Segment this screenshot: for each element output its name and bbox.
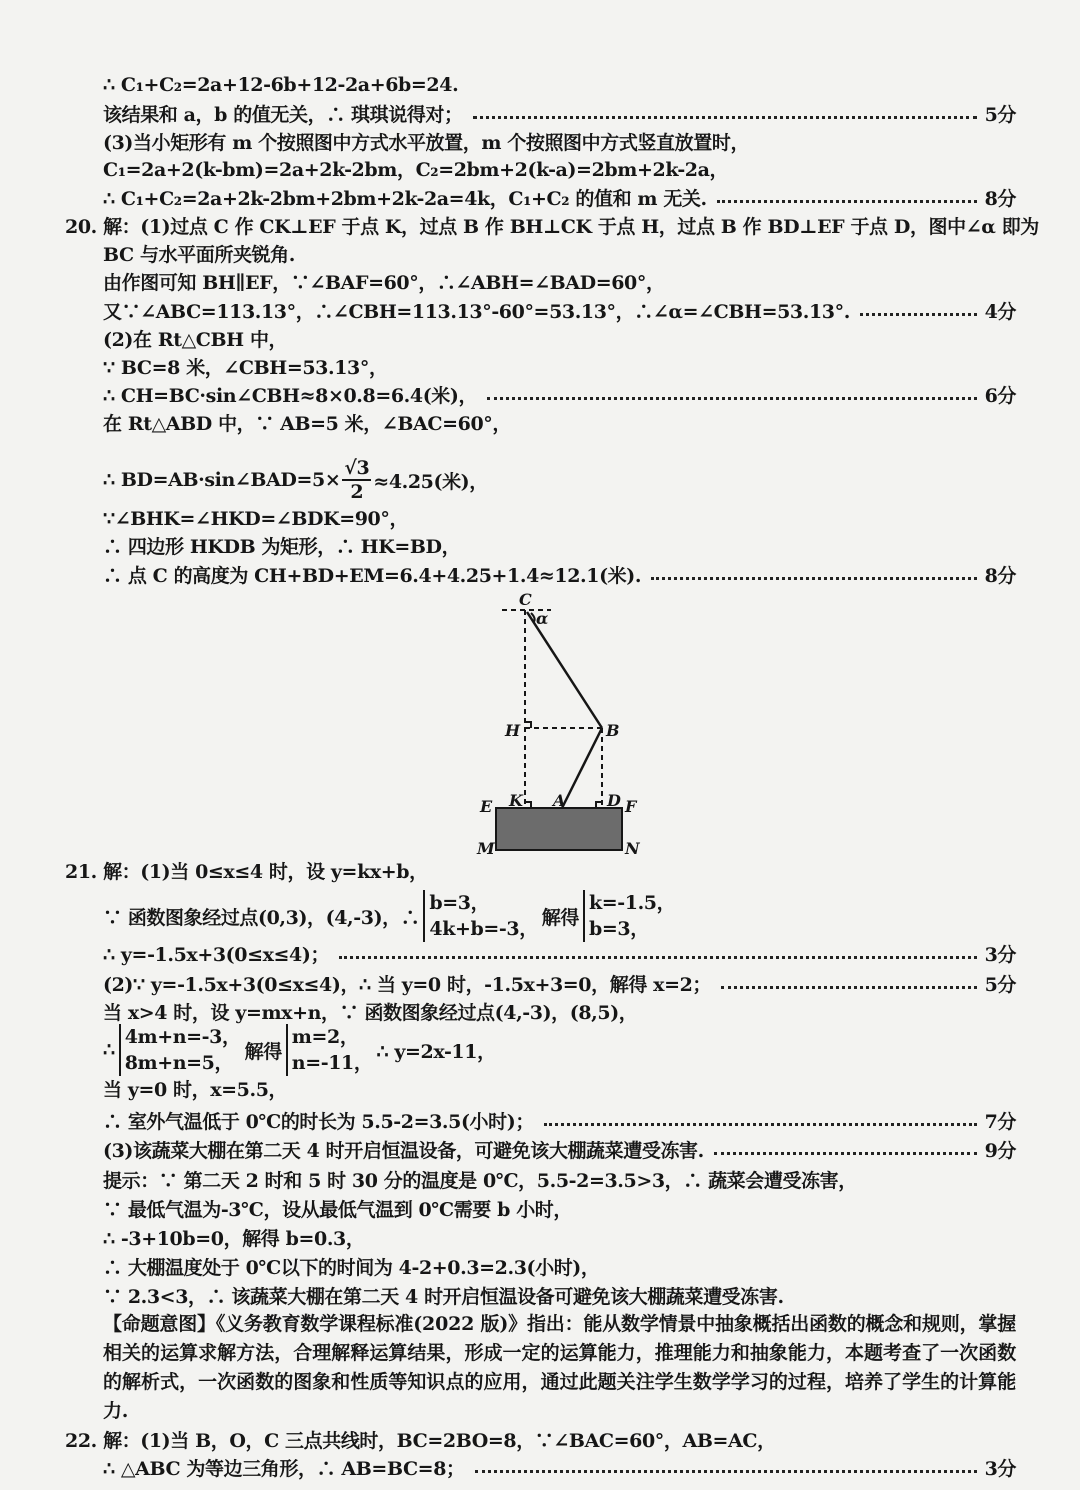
equation: 4m+n=-3， xyxy=(124,1026,241,1048)
label-n: N xyxy=(625,839,640,858)
label-c: C xyxy=(519,590,532,609)
line-text: 当 y=0 时，x=5.5， xyxy=(103,1078,288,1101)
label-f: F xyxy=(625,797,637,816)
ab-segment xyxy=(562,728,602,808)
base-rectangle xyxy=(496,808,622,850)
equation: b=3， xyxy=(429,892,490,914)
system-result: ∴ y=2x-11， xyxy=(376,1040,496,1063)
equation: 4k+b=-3， xyxy=(429,918,538,940)
label-k: K xyxy=(509,791,523,810)
system-prefix: ∴ xyxy=(103,1039,115,1061)
line-text: ∵∠BHK=∠HKD=∠BDK=90°， xyxy=(103,507,409,530)
label-d: D xyxy=(607,791,621,810)
score-label: 3分 xyxy=(984,1457,1016,1480)
score-label: 8分 xyxy=(984,187,1016,210)
solution: b=3， xyxy=(589,918,649,940)
line-text: ∴ C₁+C₂=2a+2k-2bm+2bm+2k-2a=4k，C₁+C₂ 的值和 m 无关. xyxy=(103,187,707,210)
line-text: 22. 解：(1)当 B，O，C 三点共线时，BC=2BO=8，∵∠BAC=60°，AB=AC， xyxy=(65,1429,776,1452)
line-text: BC 与水平面所夹锐角. xyxy=(103,243,295,266)
label-b: B xyxy=(606,721,620,740)
solution: m=2， xyxy=(291,1026,359,1048)
label-m: M xyxy=(477,839,495,858)
line-text: ∴ C₁+C₂=2a+12-6b+12-2a+6b=24. xyxy=(103,74,459,96)
equation: 8m+n=5， xyxy=(124,1052,234,1074)
line-text: ∴ -3+10b=0，解得 b=0.3， xyxy=(103,1227,365,1250)
line-text: (2)在 Rt△CBH 中， xyxy=(103,328,288,351)
score-label: 5分 xyxy=(984,103,1016,126)
line-text: ∴ y=-1.5x+3(0≤x≤4)； xyxy=(103,943,330,966)
score-label: 7分 xyxy=(984,1110,1016,1133)
line-text: C₁=2a+2(k-bm)=2a+2k-2bm，C₂=2bm+2(k-a)=2bm+2k-2a， xyxy=(103,158,729,181)
label-alpha: α xyxy=(536,609,549,628)
line-text: 提示：∵ 第二天 2 时和 5 时 30 分的温度是 0℃，5.5-2=3.5>3，∴ 蔬菜会遭受冻害， xyxy=(103,1169,857,1192)
line-text: 在 Rt△ABD 中，∵ AB=5 米，∠BAC=60°， xyxy=(103,412,511,435)
score-label: 8分 xyxy=(984,564,1016,587)
line-text: ∵ 2.3<3，∴ 该蔬菜大棚在第二天 4 时开启恒温设备可避免该大棚蔬菜遭受冻害. xyxy=(103,1285,784,1308)
solution: k=-1.5， xyxy=(589,892,676,914)
label-h: H xyxy=(505,721,521,740)
line-text: ∵ 最低气温为-3℃，设从最低气温到 0℃需要 b 小时， xyxy=(103,1198,573,1221)
line-text: ∴ 点 C 的高度为 CH+BD+EM=6.4+4.25+1.4≈12.1(米). xyxy=(103,564,642,587)
score-label: 3分 xyxy=(984,943,1016,966)
score-label: 4分 xyxy=(984,300,1016,323)
line-text: (3)当小矩形有 m 个按照图中方式水平放置，m 个按照图中方式竖直放置时， xyxy=(103,131,750,154)
line-text: ∴ 大棚温度处于 0℃以下的时间为 4-2+0.3=2.3(小时)， xyxy=(103,1256,600,1279)
score-label: 9分 xyxy=(984,1139,1016,1162)
line-text: 当 x>4 时，设 y=mx+n，∵ 函数图象经过点(4,-3)，(8,5)， xyxy=(103,1001,638,1024)
line-text: 20. 解：(1)过点 C 作 CK⊥EF 于点 K，过点 B 作 BH⊥CK 于点 H，过点 B 作 BD⊥EF 于点 D，图中∠α 即为 xyxy=(65,215,1039,238)
line-text: 21. 解：(1)当 0≤x≤4 时，设 y=kx+b， xyxy=(65,860,428,883)
score-label: 6分 xyxy=(984,384,1016,407)
line-text: 由作图可知 BH∥EF，∵∠BAF=60°，∴∠ABH=∠BAD=60°， xyxy=(103,271,665,294)
line-text: ∴ △ABC 为等边三角形，∴ AB=BC=8； xyxy=(103,1457,465,1480)
solve-label: 解得 xyxy=(244,1040,282,1063)
line-text: (2)∵ y=-1.5x+3(0≤x≤4)，∴ 当 y=0 时，-1.5x+3=0，解得 x=2； xyxy=(103,973,712,996)
label-a: A xyxy=(553,791,566,810)
bd-prefix: ∴ BD=AB·sin∠BAD=5× xyxy=(103,469,341,491)
label-e: E xyxy=(480,797,493,816)
line-text: (3)该蔬菜大棚在第二天 4 时开启恒温设备，可避免该大棚蔬菜遭受冻害. xyxy=(103,1139,704,1162)
bc-segment xyxy=(527,612,602,728)
solve-label: 解得 xyxy=(541,906,579,929)
line-text: 又∵∠ABC=113.13°，∴∠CBH=113.13°-60°=53.13°，∴∠α=∠CBH=53.13°. xyxy=(103,300,850,323)
line-text: ∵ BC=8 米，∠CBH=53.13°， xyxy=(103,356,388,379)
system-prefix: ∵ 函数图象经过点(0,3)，(4,-3)，∴ xyxy=(103,906,420,929)
bd-suffix: ≈4.25(米)， xyxy=(373,470,488,493)
line-text: ∴ CH=BC·sin∠CBH≈8×0.8=6.4(米)， xyxy=(103,384,478,407)
solution: n=-11， xyxy=(291,1052,373,1074)
line-text: 该结果和 a，b 的值无关，∴ 琪琪说得对； xyxy=(103,103,463,126)
fraction-denominator: 2 xyxy=(350,481,364,503)
problem-intent-paragraph: 【命题意图】《义务教育数学课程标准(2022 版)》指出：能从数学情景中抽象概括出函数的概念和规则，掌握相关的运算求解方法，合理解释运算结果，形成一定的运算能力，推理能力和抽象能力，本题考查了一次函数的解析式，一次函数的图象和性质等知识点的应用，通过此题关注学生数学学习的过程，培养了学生的计算能力. xyxy=(103,1313,1016,1422)
score-label: 5分 xyxy=(984,973,1016,996)
line-text: ∴ 室外气温低于 0℃的时长为 5.5-2=3.5(小时)； xyxy=(103,1110,534,1133)
fraction-numerator: √3 xyxy=(344,457,370,479)
line-text: ∴ 四边形 HKDB 为矩形，∴ HK=BD， xyxy=(103,535,461,558)
